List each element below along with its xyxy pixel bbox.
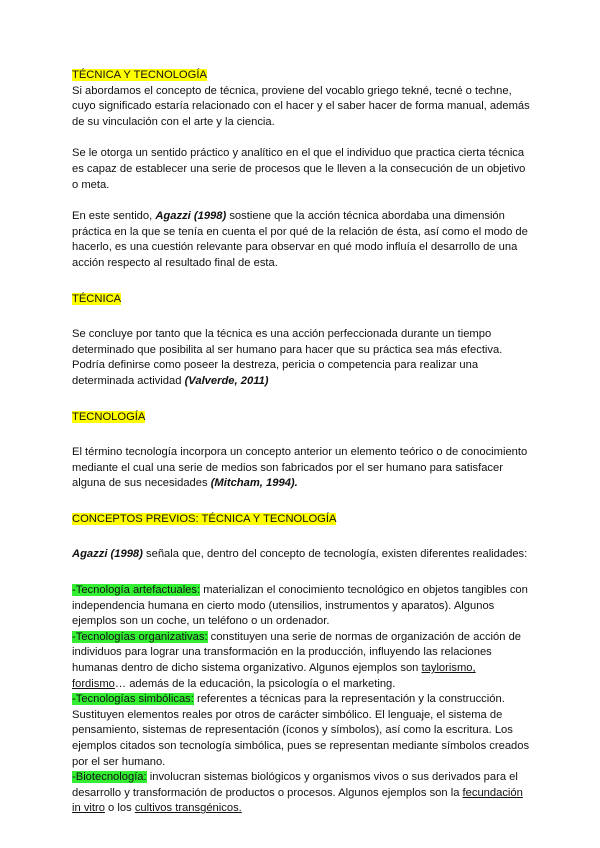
- paragraph-3-pre: En este sentido,: [72, 210, 156, 223]
- link-fecundacion: fecundación in vitro: [72, 786, 523, 815]
- paragraph-3-rest: sostiene que la acción técnica abordaba una dimensión práctica en la que se tenía en cuenta el por qué de la relación de ésta, así como el modo de hacerlo, es una cuestión relevante para observar en qué modo influía el desarrollo de una acción respecto al resultado final de esta.: [72, 210, 528, 269]
- heading-highlight: TÉCNICA: [72, 292, 122, 305]
- item-label: -Biotecnología:: [72, 771, 147, 784]
- list-item: [72, 630, 532, 692]
- heading-tecnica: [72, 292, 532, 308]
- heading-conceptos-previos: [72, 512, 532, 528]
- item-tail: … además de la educación, la psicología o el marketing.: [114, 677, 396, 690]
- item-label: -Tecnologías organizativas:: [72, 630, 208, 643]
- paragraph-5: [72, 445, 532, 492]
- item-mid: o los: [104, 802, 135, 815]
- paragraph-2: Se le otorga un sentido práctico y analítico en el que el individuo que practica cierta técnica es capaz de establecer una serie de procesos que le lleven a la consecución de un objetivo o meta.: [72, 147, 526, 191]
- heading-highlight: CONCEPTOS PREVIOS: TÉCNICA Y TECNOLOGÍA: [72, 512, 337, 525]
- item-label: -Tecnología artefactuales:: [72, 584, 201, 597]
- citation-mitcham: (Mitcham, 1994).: [210, 477, 298, 490]
- list-item: [72, 692, 532, 770]
- citation-agazzi: Agazzi (1998): [155, 210, 227, 223]
- citation-agazzi-2: Agazzi (1998): [72, 548, 143, 561]
- heading-tecnica-tecnologia: [72, 68, 532, 84]
- citation-valverde: (Valverde, 2011): [184, 374, 269, 387]
- link-cultivos: cultivos transgénicos.: [134, 802, 242, 815]
- document-page: [72, 68, 532, 817]
- list-item: [72, 770, 532, 817]
- paragraph-6: [72, 547, 532, 563]
- heading-highlight: TECNOLOGÍA: [72, 410, 146, 423]
- paragraph-6-rest: señala que, dentro del concepto de tecnología, existen diferentes realidades:: [142, 548, 528, 561]
- item-text: involucran sistemas biológicos y organismos vivos o sus derivados para el desarrollo y transformación de productos o procesos. Algunos ejemplos son la: [72, 771, 518, 799]
- item-text: constituyen una serie de normas de organización de acción de individuos para lograr una transformación en la producción, influyendo las relaciones humanas dentro de dicho sistema organizativo. Algunos ejemplos son: [72, 630, 522, 675]
- item-text: materializan el conocimiento tecnológico en objetos tangibles con independencia humana en cierto modo (utensilios, instrumentos y aparatos). Algunos ejemplos son un coche, un teléfono o un ordenador.: [72, 584, 528, 628]
- heading-tecnologia: [72, 410, 532, 426]
- link-taylorismo: taylorismo, fordismo: [72, 662, 476, 690]
- item-label: -Tecnologías simbólicas:: [72, 693, 194, 706]
- paragraph-3: [72, 209, 532, 271]
- item-text: referentes a técnicas para la representación y la construcción. Sustituyen elementos reales por otros de carácter simbólico. El lenguaje, el sistema de pensamiento, sistemas de representación (íconos y símbolos), así como la escritura. Los ejemplos citados son tecnología simbólica, pues se representan mediante símbolos creados por el ser humano.: [72, 693, 530, 768]
- paragraph-4: [72, 327, 532, 389]
- heading-highlight: TÉCNICA Y TECNOLOGÍA: [72, 69, 207, 81]
- paragraph-4-text: Se concluye por tanto que la técnica es una acción perfeccionada durante un tiempo determinado que posibilita al ser humano para hacer que su práctica sea más efectiva. Podría definirse como poseer la destreza, pericia o competencia para realizar una determinada actividad: [72, 328, 503, 387]
- list-item: [72, 583, 532, 630]
- paragraph-1: Si abordamos el concepto de técnica, proviene del vocablo griego tekné, tecné o techne, cuyo significado estaría relacionado con el hacer y el saber hacer de forma manual, además de su vinculación con el arte y la ciencia.: [72, 84, 530, 128]
- paragraph-5-text: El término tecnología incorpora un concepto anterior un elemento teórico o de conocimiento mediante el cual una serie de medios son fabricados por el ser humano para satisfacer alguna de sus necesidades: [72, 446, 528, 490]
